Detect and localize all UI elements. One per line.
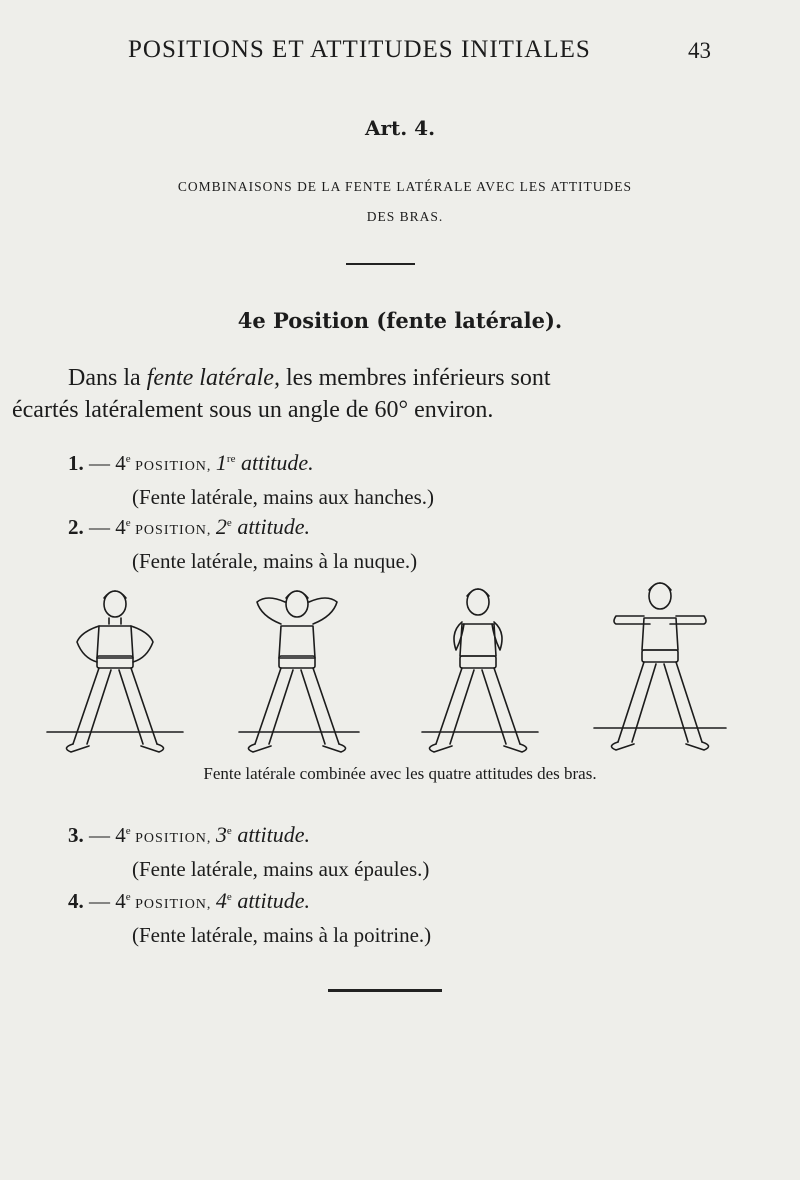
item-ordinal-sup: re xyxy=(226,453,236,465)
article-subtitle xyxy=(60,172,750,232)
figure-illustration xyxy=(40,576,730,762)
item-position: POSITION, xyxy=(130,831,216,846)
list-item xyxy=(68,882,708,950)
position-title: 4e Position (fente latérale). xyxy=(237,308,563,333)
item-dash: — 4 xyxy=(83,889,126,913)
intro-post: les membres inférieurs sont xyxy=(279,365,551,391)
figure-hands-on-chest xyxy=(594,583,726,750)
item-position: POSITION, xyxy=(130,897,216,912)
item-ordinal: 3 xyxy=(215,822,227,847)
item-ordinal: 1 xyxy=(215,450,227,475)
item-description: (Fente latérale, mains à la nuque.) xyxy=(132,549,418,573)
list-item xyxy=(68,816,708,884)
subtitle-line-2: DES BRAS. xyxy=(366,209,444,224)
item-ordinal: 4 xyxy=(215,888,227,913)
item-number: 1. xyxy=(68,451,84,475)
item-description: (Fente latérale, mains à la poitrine.) xyxy=(132,923,432,947)
sup-e: e xyxy=(125,517,131,529)
item-attitude: attitude. xyxy=(231,514,311,539)
intro-em: fente latérale, xyxy=(146,365,280,391)
list-item xyxy=(68,444,708,512)
figure-hands-on-shoulders xyxy=(422,589,538,752)
item-number: 2. xyxy=(68,515,84,539)
end-rule xyxy=(328,989,442,992)
list-item xyxy=(68,508,708,576)
page-number: 43 xyxy=(688,38,711,63)
item-ordinal-sup: e xyxy=(226,517,232,529)
sup-e: e xyxy=(125,891,131,903)
intro-paragraph xyxy=(12,362,728,426)
item-dash: — 4 xyxy=(83,451,126,475)
item-attitude: attitude. xyxy=(235,450,314,475)
item-description: (Fente latérale, mains aux hanches.) xyxy=(132,485,435,509)
figure-hands-on-neck xyxy=(239,591,359,752)
sup-e: e xyxy=(125,453,131,465)
subtitle-line-1: COMBINAISONS DE LA FENTE LATÉRALE AVEC LES ATTITUDES xyxy=(177,179,633,194)
item-attitude: attitude. xyxy=(231,822,311,847)
intro-pre: Dans la xyxy=(68,365,147,391)
item-attitude: attitude. xyxy=(231,888,311,913)
article-title: Art. 4. xyxy=(364,116,436,140)
running-title: POSITIONS ET ATTITUDES INITIALES xyxy=(128,36,591,63)
sup-e: e xyxy=(125,825,131,837)
item-position: POSITION, xyxy=(130,523,216,538)
intro-line-2: écartés latéralement sous un angle de 60° environ. xyxy=(12,397,494,423)
item-number: 3. xyxy=(68,823,84,847)
item-dash: — 4 xyxy=(83,823,126,847)
item-number: 4. xyxy=(68,889,84,913)
item-dash: — 4 xyxy=(83,515,126,539)
figure-caption: Fente latérale combinée avec les quatre attitudes des bras. xyxy=(203,764,597,783)
divider-rule xyxy=(346,263,415,265)
item-ordinal: 2 xyxy=(215,514,227,539)
item-ordinal-sup: e xyxy=(226,891,232,903)
item-ordinal-sup: e xyxy=(226,825,232,837)
figure-hands-on-hips xyxy=(47,591,183,752)
item-position: POSITION, xyxy=(130,459,216,474)
item-description: (Fente latérale, mains aux épaules.) xyxy=(132,857,430,881)
